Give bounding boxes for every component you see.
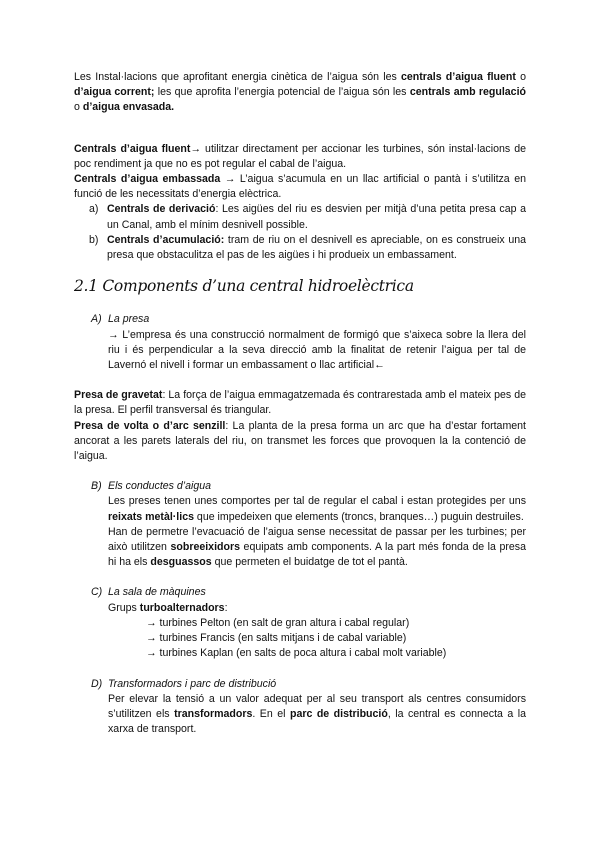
term-reixats: reixats metàl·lics — [108, 510, 194, 523]
term-corrent: d’aigua corrent; — [74, 86, 155, 99]
section-heading — [91, 312, 526, 327]
section-marker: B) — [91, 480, 102, 493]
section-marker: A) — [91, 313, 102, 326]
term-transformadors: transformadors — [174, 707, 253, 720]
list-marker: b) — [89, 233, 99, 246]
type-label: Centrals de derivació — [107, 203, 216, 216]
document-page — [74, 70, 526, 737]
intro-text: les que aprofita l’energia potencial de l’aigua són les — [154, 86, 410, 99]
section-marker: C) — [91, 586, 103, 599]
conductes-p1 — [108, 494, 526, 524]
list-item: → turbines Kaplan (en salts de poca altura i cabal molt variable) — [146, 647, 447, 660]
list-item: → turbines Pelton (en salt de gran altura i cabal regular) — [146, 616, 410, 629]
intro-text: o — [74, 101, 83, 114]
intro-text: Les Instal·lacions que aprofitant energia cinètica de l’aigua són les — [74, 71, 401, 83]
body-text: Per elevar la tensió a un valor adequat per al seu transport als centres consumidors s’utilitzen els — [108, 692, 526, 720]
turbines-list — [108, 616, 526, 662]
volta-text: : La planta de la presa forma un arc que ha d’estar fortament ancorat a les parets laterals del riu, on transmet les forces que provoquen la la contenció de l’aigua. — [74, 419, 526, 463]
section-maquines — [74, 585, 526, 661]
body-text: , la central es connecta a la xarxa de transport. — [108, 707, 527, 736]
section-heading — [91, 585, 526, 600]
body-text: Grups — [108, 601, 140, 614]
type-text: tram de riu on el desnivell es apreciable, on es construeix una presa que obstaculitza el pas de les aigües i hi produeix un embassament. — [107, 233, 527, 262]
fluent-paragraph — [74, 142, 526, 172]
section-heading-text: Els conductes d’aigua — [108, 480, 212, 493]
volta-paragraph — [74, 419, 526, 465]
term-envasada: d’aigua envasada. — [82, 101, 175, 114]
list-marker: a) — [89, 203, 99, 216]
body-text: que impedeixen que elements (troncs, branques…) puguin destruiles. — [193, 510, 524, 523]
body-text: : — [224, 601, 228, 614]
section-heading — [91, 677, 526, 692]
section-heading — [91, 479, 526, 494]
term-sobreeixidors: sobreeixidors — [170, 541, 240, 554]
section-presa — [74, 312, 526, 373]
body-text: que permeten el buidatge de tot el pantà. — [211, 556, 408, 569]
term-desguassos: desguassos — [150, 556, 212, 569]
section-marker: D) — [91, 677, 103, 690]
section-conductes — [74, 479, 526, 570]
gravetat-text: : La força de l’aigua emmagatzemada és contrarestada amb el mateix pes de la presa. El perfil transversal és triangular. — [74, 389, 526, 417]
term-fluent: centrals d’aigua fluent — [400, 71, 516, 83]
intro-paragraph — [74, 70, 526, 116]
section-transformadors — [74, 677, 526, 738]
body-text: equipats amb components. A la part més fonda de la presa hi ha els — [108, 541, 526, 569]
type-label: Centrals d’acumulació: — [107, 233, 225, 246]
fluent-label: Centrals d’aigua fluent — [74, 142, 191, 155]
fluent-text: → utilitzar directament per accionar les turbines, són instal·lacions de poc rendiment ja que no es pot regular el cabal de l’aigua. — [74, 142, 526, 170]
intro-text: o — [515, 71, 526, 83]
embassada-paragraph — [74, 172, 526, 202]
embassada-text: → L’aigua s’acumula en un llac artificial o pantà i s’utilitza en funció de les necessitats d’energia elèctrica. — [74, 173, 527, 201]
gravetat-paragraph — [74, 388, 526, 418]
section-heading-text: La presa — [108, 313, 150, 326]
central-types-list — [74, 202, 526, 263]
type-text: : Les aigües del riu es desvien per mitjà d’una petita presa cap a un Canal, amb el mínim desnivell possible. — [107, 203, 526, 231]
presa-text: → L’empresa és una construcció normalment de formigó que s’aixeca sobre la llera del riu i és perpendicular a la seva direcció amb la finalitat de retenir l’aigua per tal de Lavernó el nivell i formar un embassament o llac artificial← — [108, 328, 526, 372]
term-regulacio: centrals amb regulació — [409, 86, 526, 99]
body-text: Les preses tenen unes comportes per tal de regular el cabal i estan protegides per uns — [108, 495, 526, 508]
conductes-p2 — [108, 525, 526, 571]
volta-label: Presa de volta o d’arc senzill — [74, 419, 226, 432]
body-text: . En el — [252, 707, 290, 720]
gravetat-label: Presa de gravetat — [74, 389, 163, 402]
term-turboalternadors: turboalternadors — [139, 601, 225, 614]
term-parc-distribucio: parc de distribució — [289, 707, 388, 720]
grups-line — [108, 601, 526, 616]
section-heading-text: La sala de màquines — [108, 586, 206, 599]
list-item — [74, 233, 526, 263]
embassada-label: Centrals d’aigua embassada — [74, 173, 221, 186]
section-heading-text: Transformadors i parc de distribució — [108, 677, 277, 690]
list-item: → turbines Francis (en salts mitjans i de cabal variable) — [146, 632, 407, 645]
section-title: 2.1 Components d’una central hidroelèctrica — [74, 277, 414, 296]
list-item — [74, 202, 526, 232]
transformadors-paragraph — [108, 692, 526, 738]
body-text: Han de permetre l’evacuació de l’aigua sense necessitat de passar per les turbines; per això utilitzen — [108, 525, 526, 554]
